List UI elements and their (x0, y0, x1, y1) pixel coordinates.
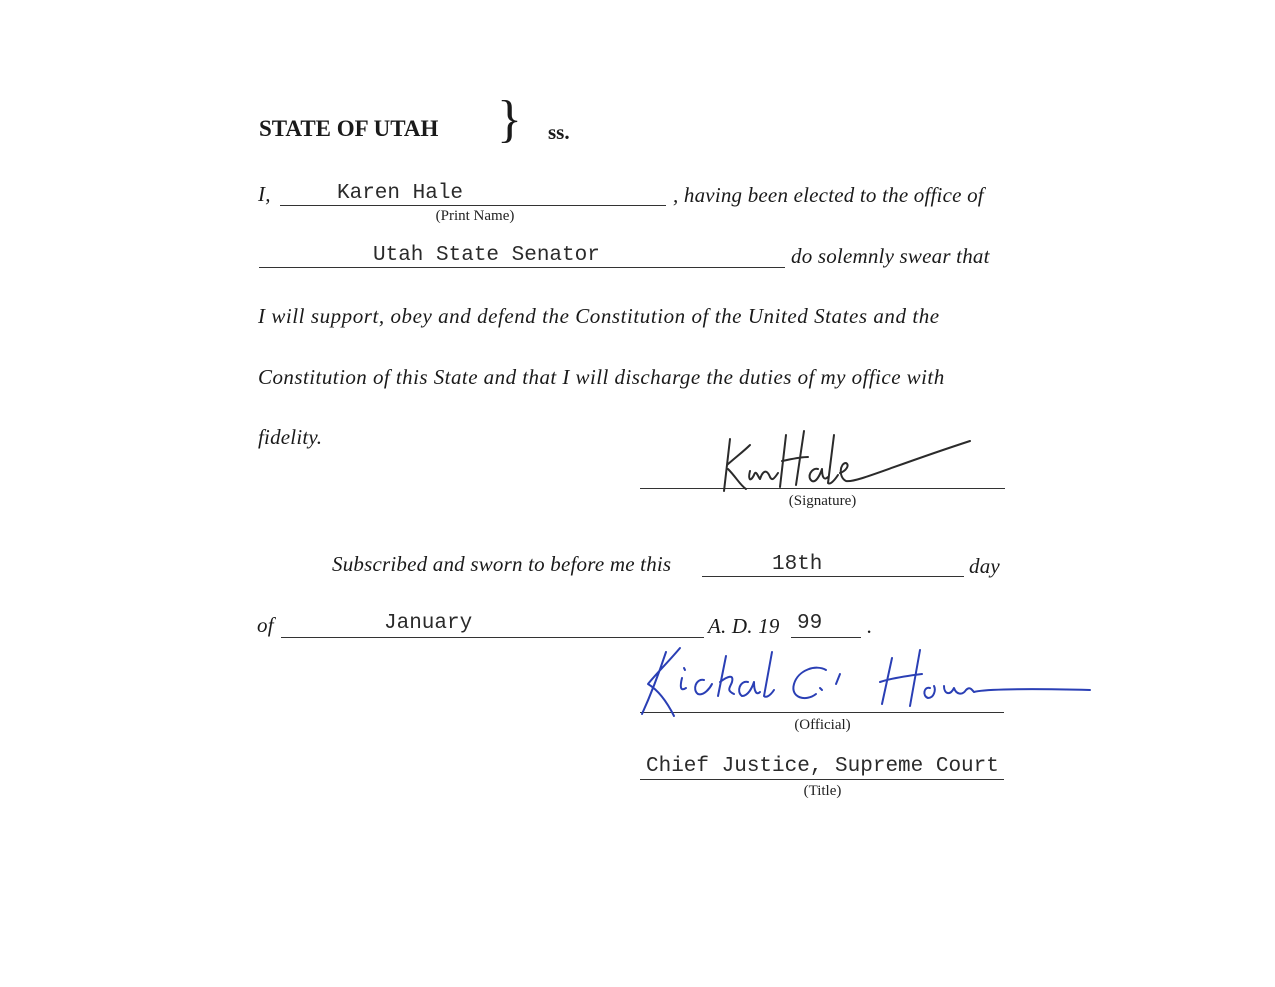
of-label: of (257, 613, 274, 637)
office-value: Utah State Senator (373, 244, 600, 267)
state-heading: STATE OF UTAH (259, 116, 439, 141)
print-name-value: Karen Hale (337, 182, 464, 205)
office-line (259, 267, 785, 268)
ad-label: A. D. 19 (708, 614, 780, 638)
title-value: Chief Justice, Supreme Court (646, 755, 999, 778)
day-label: day (969, 554, 1000, 578)
title-caption: (Title) (803, 783, 842, 799)
year-value: 99 (797, 612, 823, 635)
oath-line4: Constitution of this State and that I will discharge the duties of my office with (258, 365, 945, 389)
oath-line3: I will support, obey and defend the Constitution of the United States and the (258, 304, 940, 328)
oath-line5: fidelity. (258, 425, 323, 449)
oath-line1-suffix: , having been elected to the office of (673, 183, 984, 207)
oath-line2-suffix: do solemnly swear that (791, 244, 990, 268)
signature-caption: (Signature) (788, 493, 857, 509)
oath-prefix: I, (258, 182, 271, 206)
day-value: 18th (772, 553, 823, 576)
official-signature (630, 630, 1100, 725)
month-value: January (384, 612, 473, 635)
ss-label: ss. (548, 120, 570, 144)
venue-brace: } (497, 91, 522, 148)
day-line (702, 576, 964, 577)
sworn-prefix: Subscribed and sworn to before me this (332, 552, 672, 576)
print-name-line (280, 205, 666, 206)
year-period: . (867, 614, 873, 638)
officer-signature (700, 425, 980, 495)
title-line (640, 779, 1004, 780)
official-caption: (Official) (794, 717, 851, 733)
print-name-caption: (Print Name) (435, 208, 515, 224)
